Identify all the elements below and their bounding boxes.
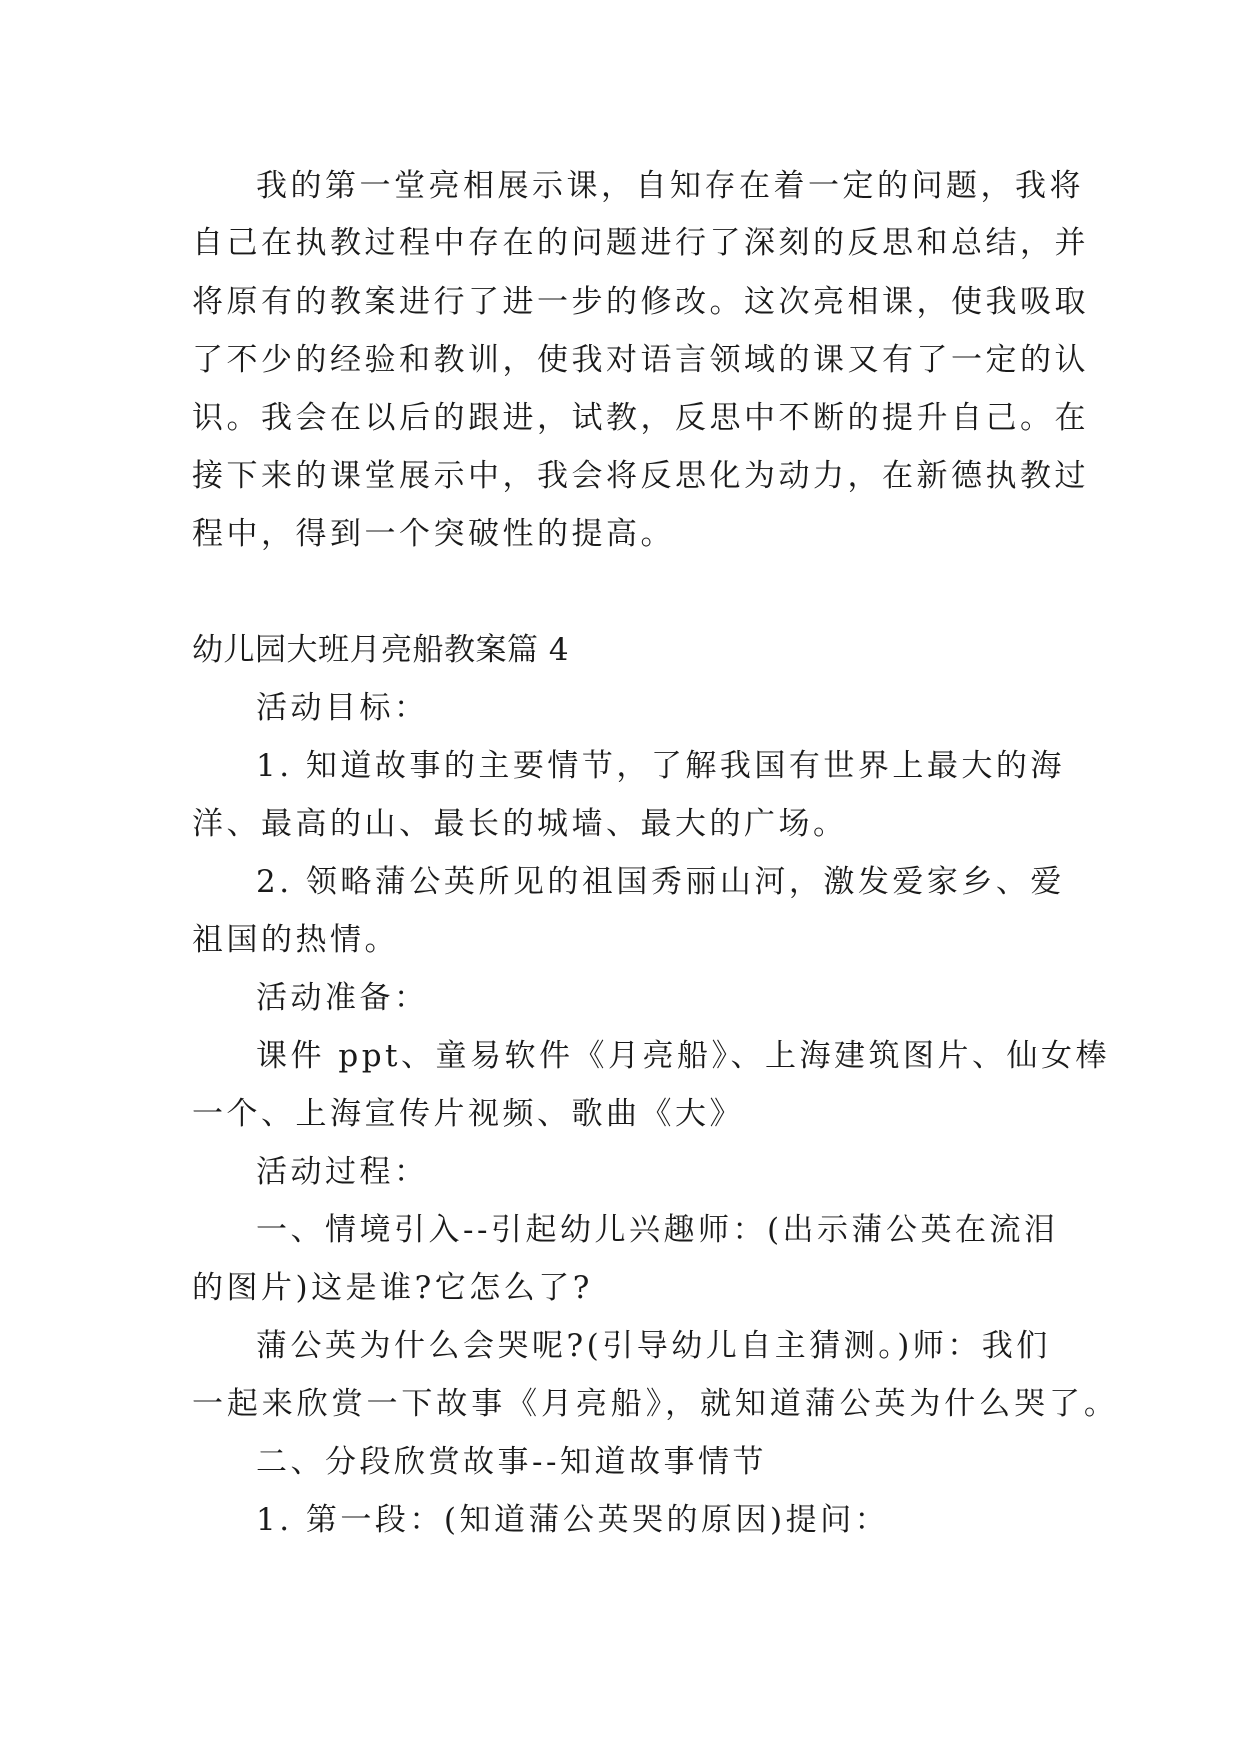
- paragraph-line: 祖国的热情。: [192, 922, 399, 958]
- subheading-objectives: 活动目标：: [256, 690, 429, 726]
- paragraph-line: 课件 ppt、童易软件《月亮船》、上海建筑图片、仙女棒: [256, 1038, 1110, 1074]
- paragraph-line: 将原有的教案进行了进一步的修改。这次亮相课，使我吸取: [192, 284, 1089, 320]
- paragraph-line: 一个、上海宣传片视频、歌曲《大》: [192, 1096, 744, 1132]
- paragraph-line: 程中，得到一个突破性的提高。: [192, 516, 675, 552]
- paragraph-line: 识。我会在以后的跟进，试教，反思中不断的提升自己。在: [192, 400, 1089, 436]
- paragraph-line: 洋、最高的山、最长的城墙、最大的广场。: [192, 806, 848, 842]
- paragraph-line: 蒲公英为什么会哭呢?(引导幼儿自主猜测。)师：我们: [256, 1328, 1051, 1364]
- paragraph-line: 2. 领略蒲公英所见的祖国秀丽山河，激发爱家乡、爱: [256, 864, 1065, 900]
- paragraph-line: 二、分段欣赏故事--知道故事情节: [256, 1444, 767, 1480]
- section-title: 幼儿园大班月亮船教案篇 4: [192, 632, 570, 668]
- paragraph-line: 我的第一堂亮相展示课，自知存在着一定的问题，我将: [256, 168, 1084, 204]
- paragraph-line: 一起来欣赏一下故事《月亮船》，就知道蒲公英为什么哭了。: [192, 1386, 1119, 1422]
- paragraph-line: 了不少的经验和教训，使我对语言领域的课又有了一定的认: [192, 342, 1089, 378]
- paragraph-line: 接下来的课堂展示中，我会将反思化为动力，在新德执教过: [192, 458, 1089, 494]
- paragraph-line: 1. 知道故事的主要情节，了解我国有世界上最大的海: [256, 748, 1065, 784]
- paragraph-line: 自己在执教过程中存在的问题进行了深刻的反思和总结，并: [192, 225, 1089, 261]
- paragraph-line: 的图片)这是谁?它怎么了?: [192, 1270, 593, 1306]
- subheading-process: 活动过程：: [256, 1154, 429, 1190]
- paragraph-line: 1. 第一段：(知道蒲公英哭的原因)提问：: [256, 1502, 890, 1538]
- subheading-preparation: 活动准备：: [256, 980, 429, 1016]
- paragraph-line: 一、情境引入--引起幼儿兴趣师：(出示蒲公英在流泪: [256, 1212, 1059, 1248]
